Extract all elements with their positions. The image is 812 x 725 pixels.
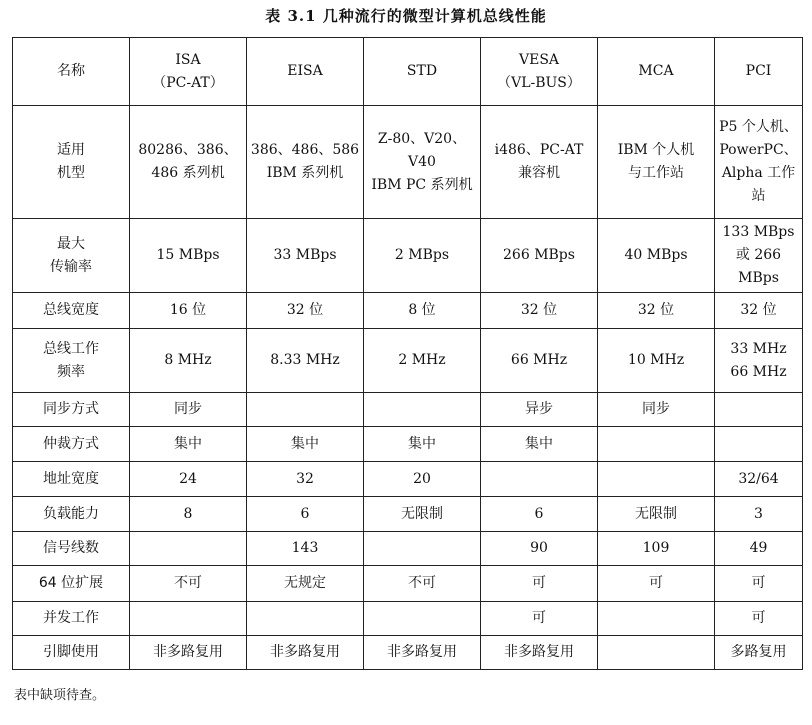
- table-cell: 32/64: [715, 462, 803, 497]
- table-cell: 可: [481, 566, 598, 602]
- table-cell: 非多路复用: [364, 636, 481, 670]
- table-row-max-transfer-rate: [13, 219, 803, 293]
- table-cell: [364, 602, 481, 636]
- table-cell: 90: [481, 532, 598, 566]
- header-cell-vesa: VESA （VL-BUS）: [481, 38, 598, 106]
- table-row-sync-mode: [13, 393, 803, 427]
- table-cell: 133 MBps 或 266 MBps: [715, 219, 803, 293]
- table-cell: 8 MHz: [130, 329, 247, 393]
- table-cell: 无限制: [598, 497, 715, 532]
- table-cell: 32 位: [247, 293, 364, 329]
- table-cell: [247, 602, 364, 636]
- table-cell: 32 位: [481, 293, 598, 329]
- table-cell: 同步: [130, 393, 247, 427]
- table-cell: 20: [364, 462, 481, 497]
- table-cell: 143: [247, 532, 364, 566]
- table-title: 表 3.1 几种流行的微型计算机总线性能: [265, 7, 547, 25]
- table-cell: 386、486、586 IBM 系列机: [247, 106, 364, 219]
- table-row-applicable-models: [13, 106, 803, 219]
- row-label: 并发工作: [13, 602, 130, 636]
- header-cell-mca: MCA: [598, 38, 715, 106]
- table-cell: 不可: [130, 566, 247, 602]
- table-cell: [598, 427, 715, 462]
- table-cell: [715, 427, 803, 462]
- table-cell: i486、PC-AT 兼容机: [481, 106, 598, 219]
- row-label: 信号线数: [13, 532, 130, 566]
- table-cell: 40 MBps: [598, 219, 715, 293]
- row-label: 引脚使用: [13, 636, 130, 670]
- table-cell: 非多路复用: [130, 636, 247, 670]
- table-cell: 8 位: [364, 293, 481, 329]
- table-cell: 无规定: [247, 566, 364, 602]
- row-label: 总线工作 频率: [13, 329, 130, 393]
- table-cell: 10 MHz: [598, 329, 715, 393]
- table-cell: [598, 462, 715, 497]
- table-row-bus-frequency: [13, 329, 803, 393]
- bus-performance-table: [12, 37, 803, 670]
- table-row-load-capacity: [13, 497, 803, 532]
- table-cell: 可: [715, 566, 803, 602]
- table-cell: [364, 532, 481, 566]
- table-cell: [481, 462, 598, 497]
- table-cell: 32 位: [715, 293, 803, 329]
- table-cell: 49: [715, 532, 803, 566]
- table-row-bus-width: [13, 293, 803, 329]
- table-cell: 异步: [481, 393, 598, 427]
- table-cell: 3: [715, 497, 803, 532]
- table-cell: P5 个人机、 PowerPC、 Alpha 工作站: [715, 106, 803, 219]
- table-cell: 33 MHz 66 MHz: [715, 329, 803, 393]
- row-label: 适用 机型: [13, 106, 130, 219]
- table-row-pin-usage: [13, 636, 803, 670]
- table-cell: 15 MBps: [130, 219, 247, 293]
- table-footnote: 表中缺项待查。: [14, 688, 106, 703]
- table-cell: 集中: [247, 427, 364, 462]
- table-cell: 266 MBps: [481, 219, 598, 293]
- table-cell: 集中: [364, 427, 481, 462]
- table-cell: 2 MHz: [364, 329, 481, 393]
- table-cell: 80286、386、 486 系列机: [130, 106, 247, 219]
- row-label: 负载能力: [13, 497, 130, 532]
- header-cell-eisa: EISA: [247, 38, 364, 106]
- table-row-address-width: [13, 462, 803, 497]
- table-cell: [130, 532, 247, 566]
- header-cell-isa: ISA （PC-AT）: [130, 38, 247, 106]
- row-label: 同步方式: [13, 393, 130, 427]
- table-cell: 同步: [598, 393, 715, 427]
- table-cell: 非多路复用: [247, 636, 364, 670]
- table-cell: 可: [598, 566, 715, 602]
- table-cell: 不可: [364, 566, 481, 602]
- table-row-arbitration-mode: [13, 427, 803, 462]
- table-cell: 33 MBps: [247, 219, 364, 293]
- table-cell: [715, 393, 803, 427]
- header-cell-name: 名称: [13, 38, 130, 106]
- table-cell: 32 位: [598, 293, 715, 329]
- table-cell: 16 位: [130, 293, 247, 329]
- table-cell: 24: [130, 462, 247, 497]
- header-cell-pci: PCI: [715, 38, 803, 106]
- table-cell: IBM 个人机 与工作站: [598, 106, 715, 219]
- table-cell: 6: [247, 497, 364, 532]
- table-cell: 集中: [481, 427, 598, 462]
- table-cell: 集中: [130, 427, 247, 462]
- row-label: 地址宽度: [13, 462, 130, 497]
- row-label: 最大 传输率: [13, 219, 130, 293]
- table-cell: 多路复用: [715, 636, 803, 670]
- table-cell: [130, 602, 247, 636]
- table-cell: 8.33 MHz: [247, 329, 364, 393]
- table-cell: 66 MHz: [481, 329, 598, 393]
- table-row-signal-lines: [13, 532, 803, 566]
- table-cell: Z-80、V20、 V40 IBM PC 系列机: [364, 106, 481, 219]
- table-cell: 32: [247, 462, 364, 497]
- table-cell: 109: [598, 532, 715, 566]
- table-row-concurrent-operation: [13, 602, 803, 636]
- table-cell: 无限制: [364, 497, 481, 532]
- table-cell: 2 MBps: [364, 219, 481, 293]
- table-cell: [598, 636, 715, 670]
- table-cell: [247, 393, 364, 427]
- table-cell: 非多路复用: [481, 636, 598, 670]
- table-cell: 8: [130, 497, 247, 532]
- header-cell-std: STD: [364, 38, 481, 106]
- table-cell: 6: [481, 497, 598, 532]
- table-cell: 可: [715, 602, 803, 636]
- table-cell: 可: [481, 602, 598, 636]
- row-label: 仲裁方式: [13, 427, 130, 462]
- table-cell: [598, 602, 715, 636]
- row-label: 64 位扩展: [13, 566, 130, 602]
- header-row: [13, 38, 803, 106]
- row-label: 总线宽度: [13, 293, 130, 329]
- table-row-64bit-expansion: [13, 566, 803, 602]
- table-cell: [364, 393, 481, 427]
